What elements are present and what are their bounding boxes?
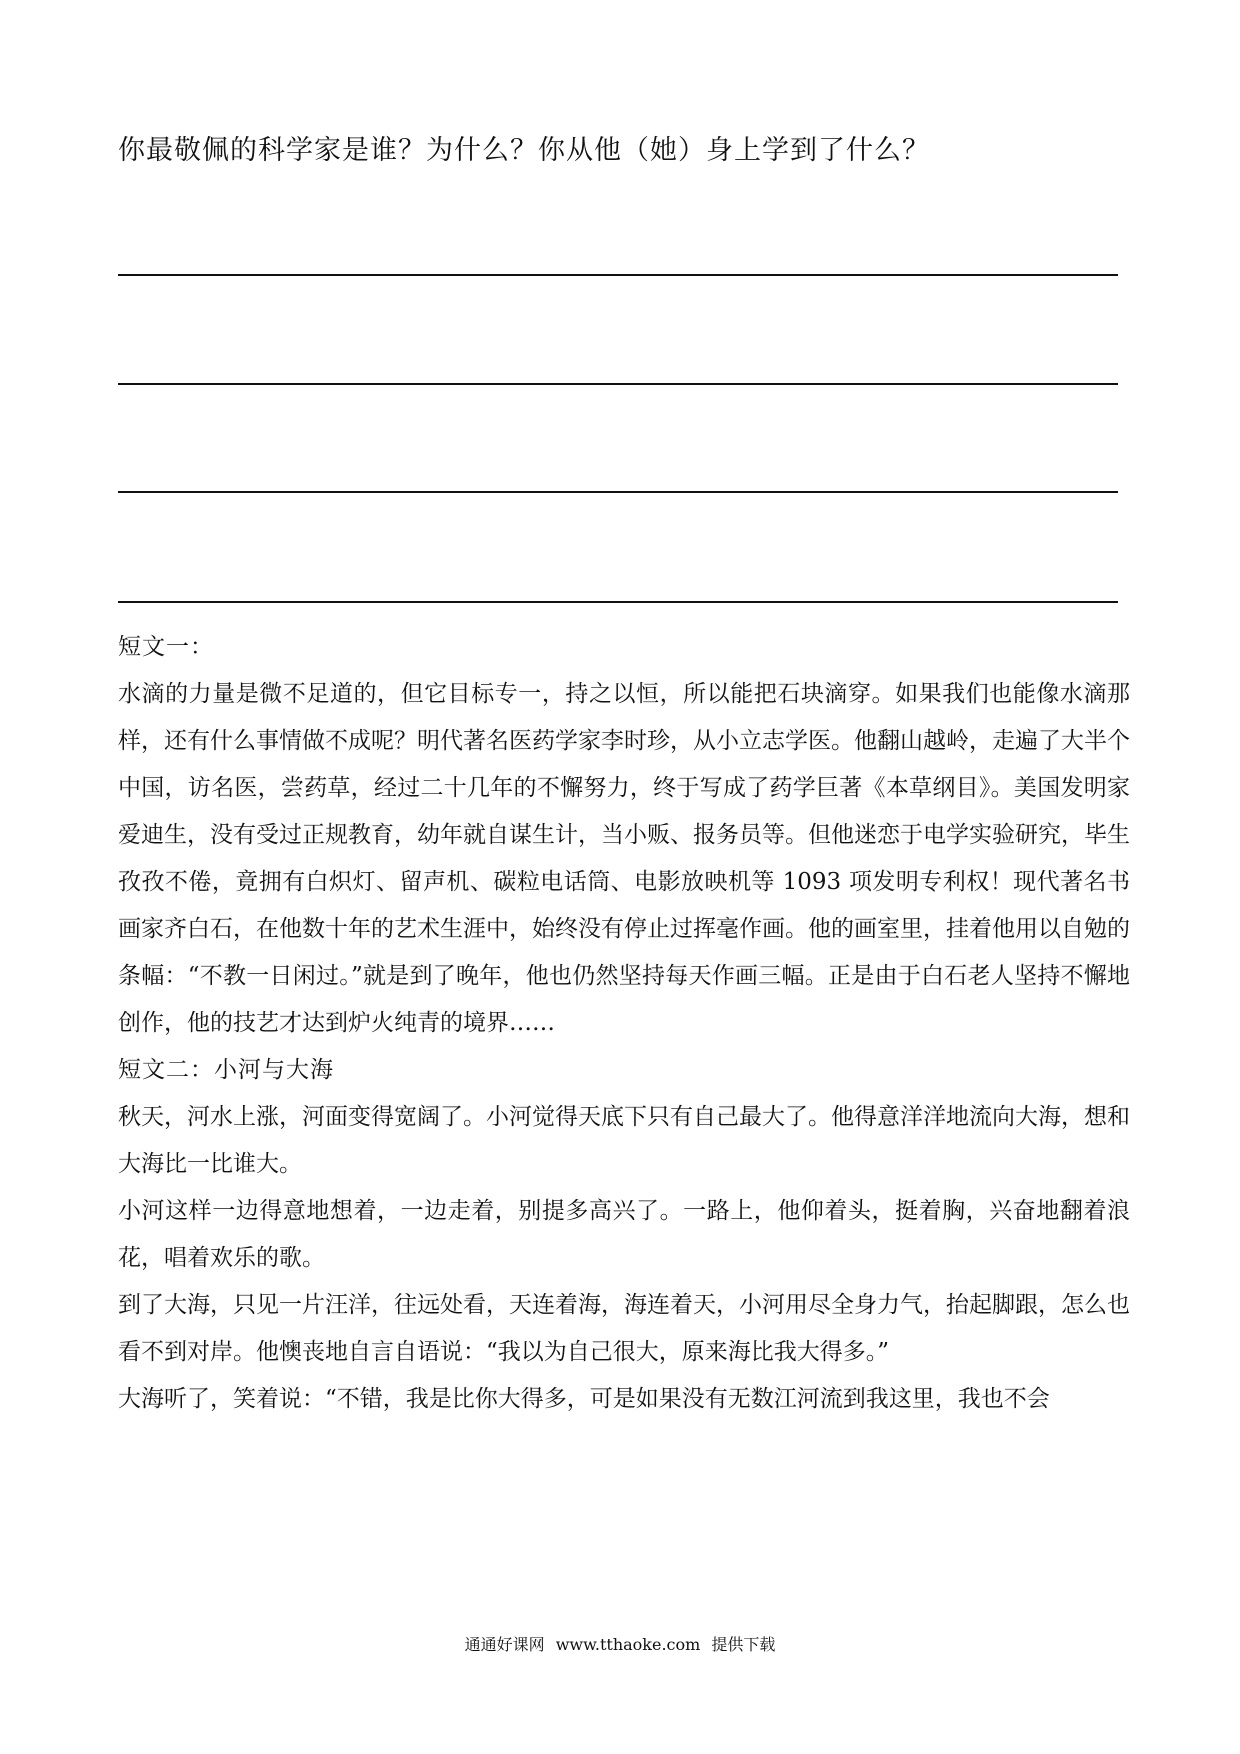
answer-line-2[interactable]: [118, 383, 1118, 385]
answer-line-3[interactable]: [118, 491, 1118, 493]
question-prompt: 你最敬佩的科学家是谁？为什么？你从他（她）身上学到了什么？: [118, 135, 930, 166]
footer-suffix: 提供下载: [711, 1635, 776, 1654]
passage2-paragraph: 大海听了，笑着说：“不错，我是比你大得多，可是如果没有无数江河流到我这里，我也不会: [118, 1386, 1050, 1412]
answer-line-4[interactable]: [118, 601, 1118, 603]
footer-url[interactable]: www.tthaoke.com: [555, 1635, 701, 1654]
passage2-paragraph: 到了大海，只见一片汪洋，往远处看，天连着海，海连着天，小河用尽全身力气，抬起脚跟，怎么也看不到对岸。他懊丧地自言自语说：“我以为自己很大，原来海比我大得多。”: [118, 1292, 1130, 1365]
reading-passages: [118, 624, 1130, 1423]
footer-site-name: 通通好课网: [464, 1635, 545, 1654]
passage1-text: 水滴的力量是微不足道的，但它目标专一，持之以恒，所以能把石块滴穿。如果我们也能像水滴那样，还有什么事情做不成呢？明代著名医药学家李时珍，从小立志学医。他翻山越岭，走遍了大半个中国，访名医，尝药草，经过二十几年的不懈努力，终于写成了药学巨著《本草纲目》。美国发明家爱迪生，没有受过正规教育，幼年就自谋生计，当小贩、报务员等。但他迷恋于电学实验研究，毕生孜孜不倦，竟拥有白炽灯、留声机、碳粒电话筒、电影放映机等 1093 项发明专利权！现代著名书画家齐白石，在他数十年的艺术生涯中，始终没有停止过挥毫作画。他的画室里，挂着他用以自勉的条幅：“不教一日闲过。”就是到了晚年，他也仍然坚持每天作画三幅。正是由于白石老人坚持不懈地创作，他的技艺才达到炉火纯青的境界……: [118, 681, 1130, 1036]
passage2-paragraph: 小河这样一边得意地想着，一边走着，别提多高兴了。一路上，他仰着头，挺着胸，兴奋地翻着浪花，唱着欢乐的歌。: [118, 1198, 1130, 1271]
passage2-label: 短文二：小河与大海: [118, 1057, 334, 1083]
passage1-label: 短文一：: [118, 634, 214, 660]
page-footer: [0, 1632, 1240, 1655]
passage2-paragraph: 秋天，河水上涨，河面变得宽阔了。小河觉得天底下只有自己最大了。他得意洋洋地流向大海，想和大海比一比谁大。: [118, 1104, 1130, 1177]
answer-line-1[interactable]: [118, 274, 1118, 276]
